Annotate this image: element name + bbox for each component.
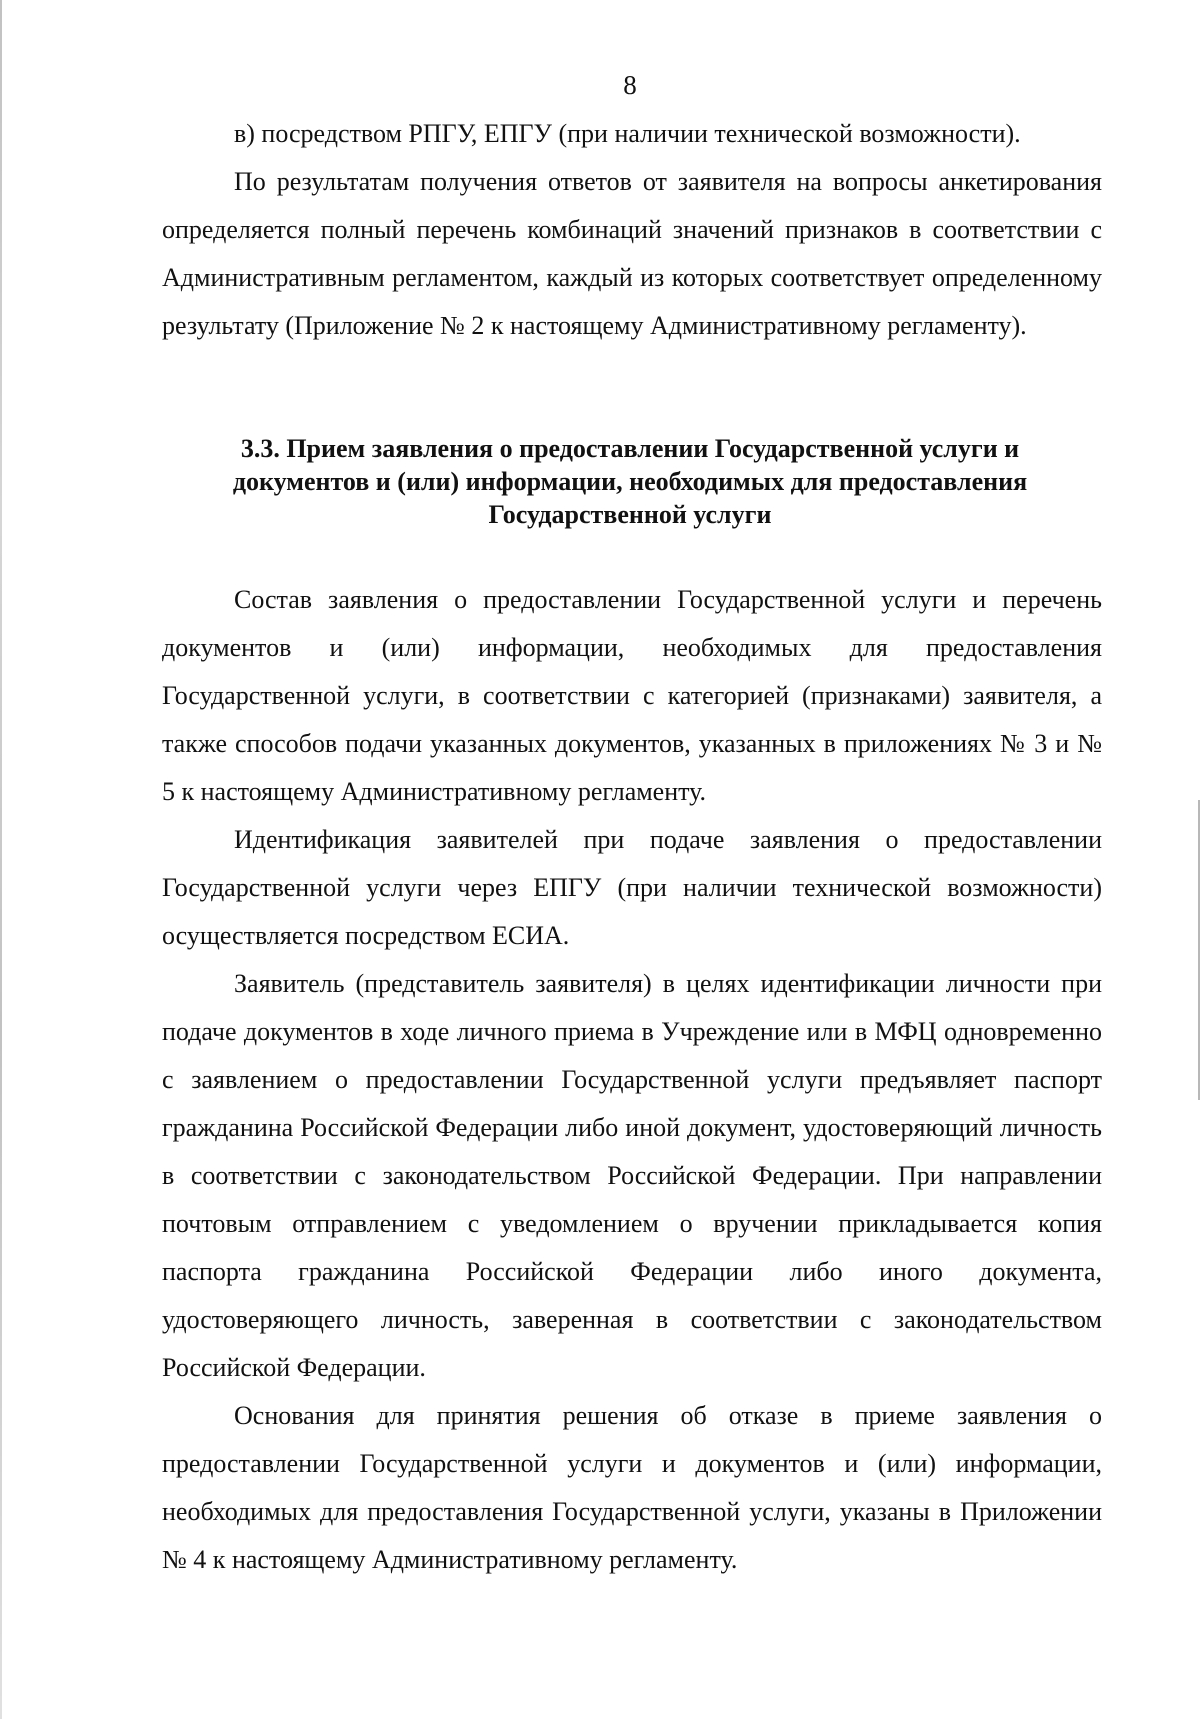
paragraph-refusal-grounds: Основания для принятия решения об отказе в приеме заявления о предоставлении Государственной услуги и документов и (или) информации, необходимых для предоставления Государственной услуги, указаны в Приложении № 4 к настоящему Административному регламенту. [162, 1401, 1102, 1574]
paragraph-application-composition: Состав заявления о предоставлении Государственной услуги и перечень документов и (или) информации, необходимых для предоставления Государственной услуги, в соответствии с категорией (признаками) заявителя, а также способов подачи указанных документов, указанных в приложениях № 3 и № 5 к настоящему Административному регламенту. [162, 585, 1102, 806]
intro-block [162, 110, 1102, 350]
paragraph-identification: Идентификация заявителей при подаче заявления о предоставлении Государственной услуги через ЕПГУ (при наличии технической возможности) осуществляется посредством ЕСИА. [162, 825, 1102, 950]
paragraph-personal-document: Заявитель (представитель заявителя) в целях идентификации личности при подаче документов в ходе личного приема в Учреждение или в МФЦ одновременно с заявлением о предоставлении Государственной услуги предъявляет паспорт гражданина Российской Федерации либо иной документ, удостоверяющий личность в соответствии с законодательством Российской Федерации. При направлении почтовым отправлением с уведомлением о вручении прикладывается копия паспорта гражданина Российской Федерации либо иного документа, удостоверяющего личность, заверенная в соответствии с законодательством Российской Федерации. [162, 969, 1102, 1382]
survey-paragraph: По результатам получения ответов от заявителя на вопросы анкетирования определяется полный перечень комбинаций значений признаков в соответствии с Административным регламентом, каждый из которых соответствует определенному результату (Приложение № 2 к настоящему Административному регламенту). [162, 167, 1102, 340]
section-body [162, 576, 1102, 1584]
scan-edge [0, 0, 2, 1719]
section-heading: 3.3. Прием заявления о предоставлении Государственной услуги и документов и (или) информации, необходимых для предоставления Государственной услуги [232, 434, 1028, 529]
list-item-v: в) посредством РПГУ, ЕПГУ (при наличии технической возможности). [234, 119, 1021, 148]
page-number: 8 [623, 70, 637, 100]
